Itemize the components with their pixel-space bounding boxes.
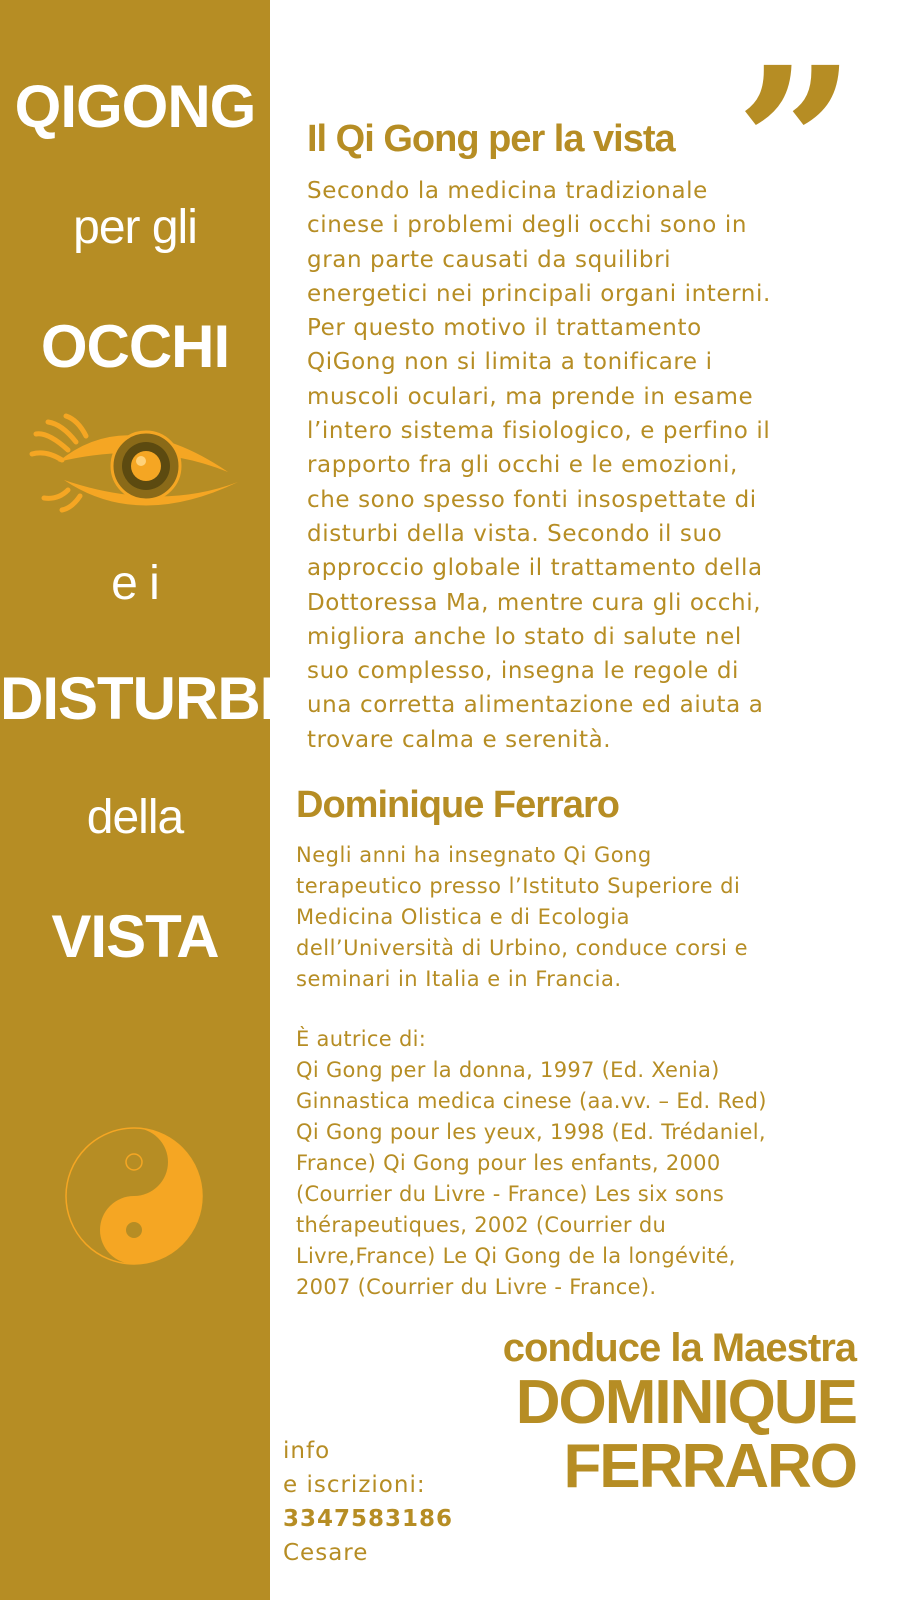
- title-vista: VISTA: [51, 903, 219, 970]
- article-line: l’intero sistema fisiologico, e perfino il: [307, 418, 771, 445]
- title-occhi: OCCHI: [40, 313, 230, 380]
- article-line: rapporto fra gli occhi e le emozioni,: [307, 452, 738, 479]
- title-e-i: e i: [111, 557, 159, 610]
- teacher-block: [503, 1325, 856, 1499]
- article-line: che sono spesso fonti insospettate di: [307, 486, 757, 513]
- article-line: Secondo la medicina tradizionale: [307, 178, 708, 204]
- bio-line: dell’Università di Urbino, conduce corsi e: [296, 936, 749, 960]
- article-line: suo complesso, insegna le regole di: [307, 658, 740, 685]
- article-body: [307, 174, 867, 757]
- books-line: Livre,France) Le Qi Gong de la longévité,: [296, 1244, 736, 1268]
- title-della: della: [86, 791, 184, 844]
- contact-phone[interactable]: 3347583186: [283, 1506, 454, 1532]
- teacher-lead: conduce la Maestra: [502, 1326, 856, 1370]
- title-disturbi: DISTURBI: [0, 665, 276, 732]
- article-line: migliora anche lo stato di salute nel: [307, 623, 742, 650]
- yin-yang-icon: [62, 1124, 206, 1268]
- contact-registration-label: e iscrizioni:: [283, 1472, 426, 1498]
- bio-title: Dominique Ferraro: [296, 784, 619, 826]
- article-line: cinese i problemi degli occhi sono in: [307, 212, 748, 239]
- books-line: thérapeutiques, 2002 (Courrier du: [296, 1213, 667, 1237]
- article-line: una corretta alimentazione ed aiuta a: [307, 692, 764, 719]
- books-line: Ginnastica medica cinese (aa.vv. – Ed. Red): [296, 1089, 767, 1113]
- article-line: muscoli oculari, ma prende in esame: [307, 383, 754, 410]
- books-line: È autrice di:: [296, 1027, 427, 1051]
- article-line: gran parte causati da squilibri: [307, 246, 672, 273]
- article-line: QiGong non si limita a tonificare i: [307, 349, 713, 376]
- article-line: disturbi della vista. Secondo il suo: [307, 520, 723, 547]
- bio-line: Negli anni ha insegnato Qi Gong: [296, 843, 652, 867]
- bio-line: Medicina Olistica e di Ecologia: [296, 905, 631, 929]
- teacher-first-name: DOMINIQUE: [515, 1368, 856, 1437]
- article-line: Dottoressa Ma, mentre cura gli occhi,: [307, 589, 762, 616]
- eye-icon: [28, 410, 248, 530]
- article-line: energetici nei principali organi interni.: [307, 280, 771, 307]
- bio-books: [296, 1024, 856, 1303]
- bio-line: terapeutico presso l’Istituto Superiore di: [296, 874, 741, 898]
- article-title: Il Qi Gong per la vista: [307, 118, 675, 160]
- books-line: France) Qi Gong pour les enfants, 2000: [296, 1151, 721, 1175]
- quote-icon: ”: [735, 21, 826, 268]
- article-line: approccio globale il trattamento della: [307, 555, 763, 582]
- sidebar-band: [0, 0, 276, 1600]
- books-line: Qi Gong per la donna, 1997 (Ed. Xenia): [296, 1058, 720, 1082]
- contact-info-label: info: [283, 1438, 331, 1464]
- teacher-last-name: FERRARO: [563, 1432, 856, 1501]
- title-per-gli: per gli: [73, 201, 197, 254]
- books-line: 2007 (Courrier du Livre - France).: [296, 1275, 657, 1299]
- contact-info: [283, 1434, 453, 1570]
- article-line: Per questo motivo il trattamento: [307, 315, 702, 342]
- bio-body: [296, 840, 856, 995]
- title-qigong: QIGONG: [14, 73, 256, 140]
- books-line: Qi Gong pour les yeux, 1998 (Ed. Trédaniel,: [296, 1120, 766, 1144]
- books-line: (Courrier du Livre - France) Les six sons: [296, 1182, 725, 1206]
- contact-name: Cesare: [283, 1540, 369, 1566]
- bio-line: seminari in Italia e in Francia.: [296, 967, 622, 991]
- article-line: trovare calma e serenità.: [307, 726, 612, 753]
